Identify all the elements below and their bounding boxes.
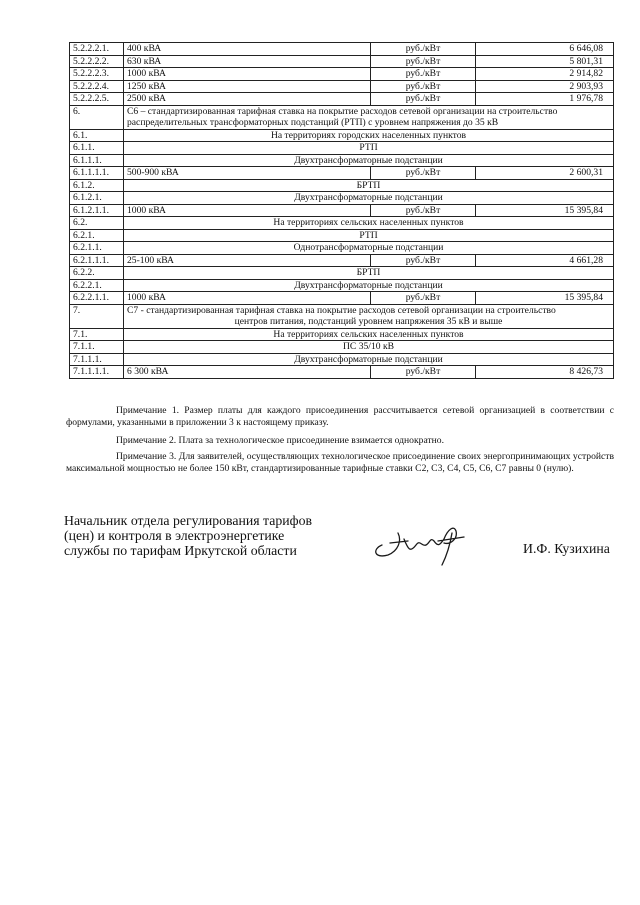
table-row-c7-header [70,304,614,328]
note-1: Примечание 1. Размер платы для каждого присоединения рассчитывается сетевой организацией в соответствии с формулами, указанными в приложении 3 к настоящему приказу. [66,405,614,428]
table-row-section [70,279,614,292]
row-name: 400 кВА [124,43,371,56]
row-number: 7. [70,304,124,328]
row-name: 500-900 кВА [124,167,371,180]
row-number: 6.1.2.1.1. [70,204,124,217]
row-number: 6.1. [70,129,124,142]
table-row [70,167,614,180]
row-number: 5.2.2.2.2. [70,55,124,68]
table-row-section [70,229,614,242]
row-number: 5.2.2.2.4. [70,80,124,93]
section-title: РТП [124,229,614,242]
table-row [70,55,614,68]
row-name: 630 кВА [124,55,371,68]
row-number: 5.2.2.2.3. [70,68,124,81]
row-number: 6.2.2.1. [70,279,124,292]
row-number: 6.2.1.1. [70,242,124,255]
row-value: 2 914,82 [476,68,614,81]
section-title: БРТП [124,267,614,280]
row-value: 15 395,84 [476,292,614,305]
row-unit: руб./кВт [371,167,476,180]
table-row-section [70,267,614,280]
row-number: 6.1.1.1. [70,154,124,167]
row-number: 6.1.1.1.1. [70,167,124,180]
row-unit: руб./кВт [371,204,476,217]
notes [66,405,614,475]
row-unit: руб./кВт [371,254,476,267]
section-title: РТП [124,142,614,155]
row-unit: руб./кВт [371,292,476,305]
c7-description [124,304,614,328]
row-unit: руб./кВт [371,366,476,379]
row-value: 2 903,93 [476,80,614,93]
section-title: ПС 35/10 кВ [124,341,614,354]
table-row-section [70,129,614,142]
row-number: 5.2.2.2.1. [70,43,124,56]
table-row-section [70,217,614,230]
row-value: 8 426,73 [476,366,614,379]
table-row-section [70,179,614,192]
table-row-section [70,242,614,255]
table-row [70,254,614,267]
row-number: 7.1.1.1. [70,353,124,366]
row-number: 6.2.2.1.1. [70,292,124,305]
row-number: 6.2.2. [70,267,124,280]
section-title: На территориях городских населенных пунктов [124,129,614,142]
row-number: 6.1.2. [70,179,124,192]
row-number: 7.1. [70,328,124,341]
note-3: Примечание 3. Для заявителей, осуществляющих технологическое присоединение своих энергопринимающих устройств максимальной мощностью не более 150 кВт, стандартизированные тарифные ставки С2, С3, С4, С5, С6, С7 равны 0 (нулю). [66,451,614,475]
row-value: 1 976,78 [476,93,614,106]
signatory-title-line-1: Начальник отдела регулирования тарифов [64,513,312,528]
signatory-title-line-3: службы по тарифам Иркутской области [64,543,297,558]
c6-line-2: распределительных трансформаторных подстанций (РТП) с уровнем напряжения до 35 кВ [127,117,499,128]
row-unit: руб./кВт [371,55,476,68]
table-row [70,43,614,56]
row-number: 6.2.1. [70,229,124,242]
row-unit: руб./кВт [371,80,476,93]
c7-line-1: С7 - стандартизированная тарифная ставка на покрытие расходов сетевой организации на строительство [127,304,556,316]
table-row [70,204,614,217]
row-number: 6.2.1.1.1. [70,254,124,267]
table-row-section [70,341,614,354]
handwritten-signature [368,515,478,567]
table-row-c6-header [70,105,614,129]
row-number: 5.2.2.2.5. [70,93,124,106]
row-number: 6.2. [70,217,124,230]
section-title: Двухтрансформаторные подстанции [124,192,614,205]
table-row [70,292,614,305]
row-number: 6.1.2.1. [70,192,124,205]
row-value: 6 646,08 [476,43,614,56]
tariff-table-body [70,43,614,379]
row-name: 1000 кВА [124,292,371,305]
tariff-table [69,42,614,379]
row-name: 1000 кВА [124,204,371,217]
row-value: 15 395,84 [476,204,614,217]
signatory-title-line-2: (цен) и контроля в электроэнергетике [64,528,285,543]
section-title: Двухтрансформаторные подстанции [124,154,614,167]
row-name: 1250 кВА [124,80,371,93]
table-row-section [70,353,614,366]
row-number: 6. [70,105,124,129]
table-row-section [70,192,614,205]
row-value: 5 801,31 [476,55,614,68]
c7-line-2: центров питания, подстанций уровнем напряжения 35 кВ и выше [234,316,503,327]
row-name: 25-100 кВА [124,254,371,267]
row-value: 4 661,28 [476,254,614,267]
table-row-section [70,154,614,167]
table-row [70,68,614,81]
section-title: Двухтрансформаторные подстанции [124,353,614,366]
row-name: 6 300 кВА [124,366,371,379]
row-value: 2 600,31 [476,167,614,180]
section-title: На территориях сельских населенных пунктов [124,328,614,341]
c6-description [124,105,614,129]
section-title: Однотрансформаторные подстанции [124,242,614,255]
row-unit: руб./кВт [371,93,476,106]
signature-stroke [376,528,464,565]
table-row-section [70,142,614,155]
row-number: 6.1.1. [70,142,124,155]
row-name: 1000 кВА [124,68,371,81]
section-title: Двухтрансформаторные подстанции [124,279,614,292]
table-row [70,366,614,379]
c6-line-1: С6 – стандартизированная тарифная ставка на покрытие расходов сетевой организации на строительство [127,105,558,117]
table-row-section [70,328,614,341]
section-title: БРТП [124,179,614,192]
row-unit: руб./кВт [371,43,476,56]
signatory-name: И.Ф. Кузихина [523,541,610,556]
section-title: На территориях сельских населенных пунктов [124,217,614,230]
row-number: 7.1.1. [70,341,124,354]
row-unit: руб./кВт [371,68,476,81]
row-name: 2500 кВА [124,93,371,106]
signatory-title [64,513,312,558]
note-2: Примечание 2. Плата за технологическое присоединение взимается однократно. [116,434,444,446]
table-row [70,93,614,106]
table-row [70,80,614,93]
row-number: 7.1.1.1.1. [70,366,124,379]
